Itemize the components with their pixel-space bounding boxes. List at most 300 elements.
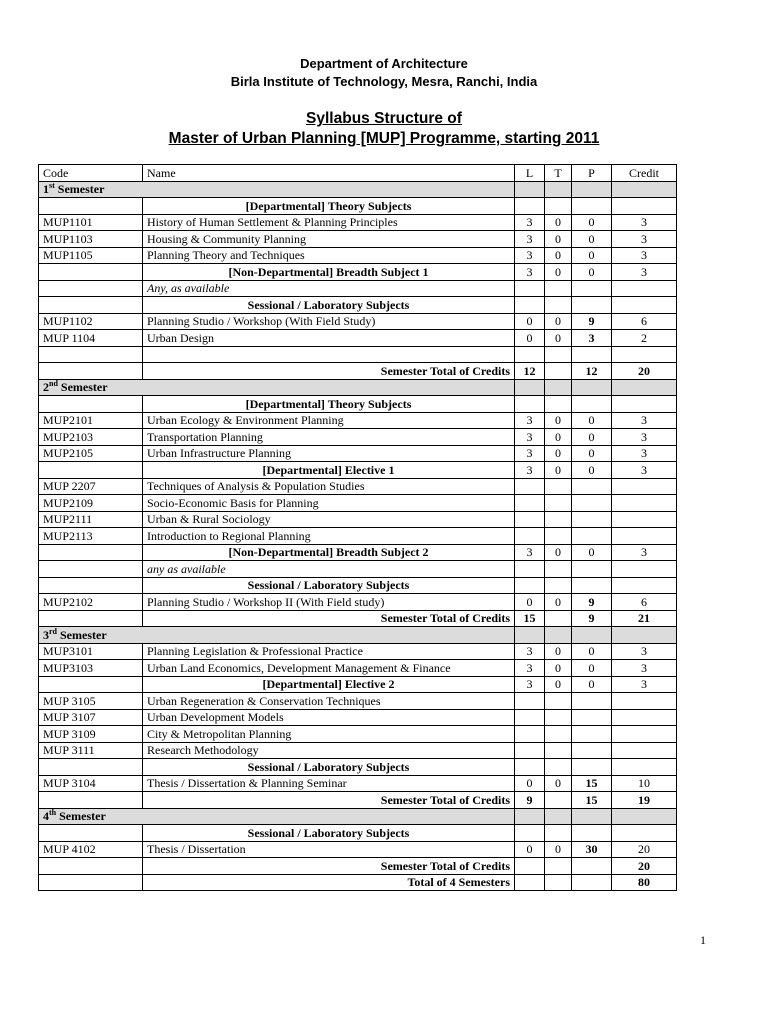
course-name: Introduction to Regional Planning <box>143 528 515 545</box>
course-code: MUP2105 <box>39 445 143 462</box>
cell-t <box>545 693 572 710</box>
cell-l: 15 <box>515 610 545 627</box>
cell-t <box>545 528 572 545</box>
cell-t: 0 <box>545 313 572 330</box>
subject-group-heading: [Departmental] Theory Subjects <box>143 396 515 413</box>
empty-cell <box>572 346 612 363</box>
semester-total-label: Semester Total of Credits <box>143 610 515 627</box>
cell-t: 0 <box>545 462 572 479</box>
cell-t <box>545 825 572 842</box>
semester-caption <box>39 181 515 198</box>
course-row <box>39 528 677 545</box>
cell-l <box>515 726 545 743</box>
cell-credit <box>612 561 677 578</box>
cell-credit: 10 <box>612 775 677 792</box>
cell-p: 0 <box>572 264 612 281</box>
course-row <box>39 478 677 495</box>
cell-l: 0 <box>515 330 545 347</box>
cell-credit <box>612 495 677 512</box>
cell-l <box>515 709 545 726</box>
course-name: Housing & Community Planning <box>143 231 515 248</box>
cell-l: 3 <box>515 462 545 479</box>
cell-credit: 3 <box>612 429 677 446</box>
cell-t <box>545 874 572 891</box>
course-code: MUP2101 <box>39 412 143 429</box>
course-row <box>39 495 677 512</box>
semester-number: 1 <box>43 182 49 197</box>
cell-t: 0 <box>545 412 572 429</box>
column-header-credit: Credit <box>612 165 677 182</box>
course-name: City & Metropolitan Planning <box>143 726 515 743</box>
semester-ordinal-suffix: rd <box>49 626 57 636</box>
cell-credit <box>612 577 677 594</box>
cell-t: 0 <box>545 247 572 264</box>
column-header-code: Code <box>39 165 143 182</box>
course-row <box>39 330 677 347</box>
cell-credit: 3 <box>612 643 677 660</box>
cell-l <box>515 742 545 759</box>
semester-header-cell <box>515 627 545 644</box>
semester-header-row <box>39 808 677 825</box>
cell-p <box>572 577 612 594</box>
cell-credit <box>612 511 677 528</box>
cell-p: 0 <box>572 643 612 660</box>
semester-ordinal-suffix: st <box>49 181 55 191</box>
cell-p: 0 <box>572 660 612 677</box>
semester-total-row <box>39 792 677 809</box>
semester-ordinal-suffix: nd <box>49 379 58 389</box>
course-name: Planning Studio / Workshop II (With Field study) <box>143 594 515 611</box>
course-name: Socio-Economic Basis for Planning <box>143 495 515 512</box>
cell-p: 0 <box>572 462 612 479</box>
empty-code-cell <box>39 561 143 578</box>
semester-header-cell <box>572 627 612 644</box>
subject-group-heading-row <box>39 577 677 594</box>
cell-t <box>545 792 572 809</box>
cell-credit <box>612 759 677 776</box>
cell-l <box>515 577 545 594</box>
semester-caption <box>39 379 515 396</box>
cell-t: 0 <box>545 330 572 347</box>
semester-word: Semester <box>60 380 108 395</box>
course-row <box>39 313 677 330</box>
course-row <box>39 660 677 677</box>
cell-p <box>572 858 612 875</box>
cell-t <box>545 577 572 594</box>
cell-credit: 3 <box>612 544 677 561</box>
subject-group-heading: [Non-Departmental] Breadth Subject 1 <box>143 264 515 281</box>
course-code: MUP 3107 <box>39 709 143 726</box>
empty-code-cell <box>39 363 143 380</box>
course-name: Research Methodology <box>143 742 515 759</box>
course-code: MUP 3104 <box>39 775 143 792</box>
cell-p: 0 <box>572 214 612 231</box>
cell-credit: 3 <box>612 462 677 479</box>
course-code: MUP1103 <box>39 231 143 248</box>
cell-t <box>545 709 572 726</box>
cell-p: 9 <box>572 313 612 330</box>
cell-credit: 3 <box>612 445 677 462</box>
cell-p: 30 <box>572 841 612 858</box>
cell-l <box>515 297 545 314</box>
cell-l <box>515 478 545 495</box>
table-header-row <box>39 165 677 182</box>
cell-t: 0 <box>545 445 572 462</box>
cell-p <box>572 561 612 578</box>
cell-credit: 3 <box>612 264 677 281</box>
cell-l: 3 <box>515 429 545 446</box>
cell-t <box>545 198 572 215</box>
cell-credit <box>612 709 677 726</box>
cell-t: 0 <box>545 594 572 611</box>
semester-header-row <box>39 379 677 396</box>
subject-group-heading: Sessional / Laboratory Subjects <box>143 577 515 594</box>
subject-group-heading: Sessional / Laboratory Subjects <box>143 825 515 842</box>
course-row <box>39 643 677 660</box>
course-row <box>39 693 677 710</box>
semester-header-cell <box>515 379 545 396</box>
course-code: MUP3101 <box>39 643 143 660</box>
empty-code-cell <box>39 297 143 314</box>
course-row <box>39 247 677 264</box>
semester-word: Semester <box>60 627 107 642</box>
cell-l <box>515 198 545 215</box>
cell-t: 0 <box>545 660 572 677</box>
course-code: MUP2103 <box>39 429 143 446</box>
cell-l: 3 <box>515 544 545 561</box>
course-code: MUP3103 <box>39 660 143 677</box>
cell-l: 0 <box>515 841 545 858</box>
cell-t <box>545 280 572 297</box>
subject-group-heading: [Departmental] Elective 2 <box>143 676 515 693</box>
cell-p <box>572 825 612 842</box>
cell-p: 9 <box>572 594 612 611</box>
cell-t: 0 <box>545 544 572 561</box>
course-code: MUP2109 <box>39 495 143 512</box>
cell-credit <box>612 198 677 215</box>
empty-code-cell <box>39 462 143 479</box>
cell-credit: 20 <box>612 363 677 380</box>
course-code: MUP2102 <box>39 594 143 611</box>
cell-credit <box>612 297 677 314</box>
cell-t <box>545 742 572 759</box>
semester-ordinal-suffix: th <box>49 808 57 818</box>
semester-header-cell <box>545 379 572 396</box>
semester-total-label: Semester Total of Credits <box>143 858 515 875</box>
semester-header-cell <box>545 181 572 198</box>
cell-credit: 6 <box>612 313 677 330</box>
empty-cell <box>515 346 545 363</box>
semester-header-cell <box>545 808 572 825</box>
subject-group-heading-row <box>39 676 677 693</box>
cell-t: 0 <box>545 643 572 660</box>
cell-t: 0 <box>545 231 572 248</box>
column-header-t: T <box>545 165 572 182</box>
cell-credit: 3 <box>612 660 677 677</box>
cell-p: 0 <box>572 429 612 446</box>
course-row <box>39 214 677 231</box>
cell-p <box>572 297 612 314</box>
cell-t <box>545 858 572 875</box>
course-code: MUP1101 <box>39 214 143 231</box>
syllabus-table <box>38 164 677 891</box>
subject-group-heading-row <box>39 297 677 314</box>
course-row <box>39 231 677 248</box>
subject-group-heading: [Non-Departmental] Breadth Subject 2 <box>143 544 515 561</box>
course-row <box>39 841 677 858</box>
cell-p <box>572 198 612 215</box>
semester-header-cell <box>572 808 612 825</box>
course-row <box>39 709 677 726</box>
semester-total-row <box>39 610 677 627</box>
cell-t: 0 <box>545 429 572 446</box>
elective-note: any as available <box>143 561 515 578</box>
cell-l <box>515 759 545 776</box>
cell-p: 0 <box>572 412 612 429</box>
course-row <box>39 412 677 429</box>
cell-t <box>545 726 572 743</box>
cell-credit: 80 <box>612 874 677 891</box>
cell-l: 3 <box>515 643 545 660</box>
semester-total-label: Semester Total of Credits <box>143 792 515 809</box>
cell-l: 3 <box>515 412 545 429</box>
course-name: Planning Legislation & Professional Practice <box>143 643 515 660</box>
cell-l <box>515 858 545 875</box>
cell-l: 0 <box>515 594 545 611</box>
cell-credit <box>612 726 677 743</box>
cell-l: 0 <box>515 313 545 330</box>
empty-code-cell <box>39 874 143 891</box>
cell-p <box>572 726 612 743</box>
course-row <box>39 742 677 759</box>
cell-p <box>572 528 612 545</box>
cell-l: 3 <box>515 445 545 462</box>
cell-p <box>572 742 612 759</box>
course-name: Transportation Planning <box>143 429 515 446</box>
cell-t <box>545 759 572 776</box>
document-title-line-2: Master of Urban Planning [MUP] Programme, starting 2011 <box>168 130 600 147</box>
empty-cell <box>612 346 677 363</box>
subject-group-heading-row <box>39 544 677 561</box>
elective-note-row <box>39 280 677 297</box>
cell-l: 0 <box>515 775 545 792</box>
cell-t <box>545 561 572 578</box>
semester-header-cell <box>612 808 677 825</box>
subject-group-heading: [Departmental] Elective 1 <box>143 462 515 479</box>
cell-l: 3 <box>515 214 545 231</box>
cell-l <box>515 874 545 891</box>
cell-t <box>545 396 572 413</box>
course-name: Urban Land Economics, Development Management & Finance <box>143 660 515 677</box>
course-name: Urban Development Models <box>143 709 515 726</box>
subject-group-heading-row <box>39 264 677 281</box>
course-code: MUP 3105 <box>39 693 143 710</box>
cell-credit <box>612 478 677 495</box>
empty-code-cell <box>39 264 143 281</box>
cell-t: 0 <box>545 841 572 858</box>
grand-total-label: Total of 4 Semesters <box>143 874 515 891</box>
course-name: Techniques of Analysis & Population Studies <box>143 478 515 495</box>
cell-t: 0 <box>545 676 572 693</box>
course-row <box>39 445 677 462</box>
cell-l <box>515 528 545 545</box>
cell-credit: 6 <box>612 594 677 611</box>
cell-credit: 19 <box>612 792 677 809</box>
cell-t <box>545 511 572 528</box>
cell-t <box>545 363 572 380</box>
elective-note-row <box>39 561 677 578</box>
cell-credit <box>612 280 677 297</box>
cell-p <box>572 396 612 413</box>
cell-t: 0 <box>545 264 572 281</box>
cell-p <box>572 874 612 891</box>
semester-header-cell <box>612 181 677 198</box>
cell-l: 3 <box>515 676 545 693</box>
semester-header-cell <box>515 808 545 825</box>
empty-code-cell <box>39 792 143 809</box>
course-code: MUP 2207 <box>39 478 143 495</box>
cell-credit <box>612 825 677 842</box>
cell-credit <box>612 528 677 545</box>
course-name: Thesis / Dissertation & Planning Seminar <box>143 775 515 792</box>
cell-l <box>515 561 545 578</box>
semester-word: Semester <box>59 809 106 824</box>
course-code: MUP1102 <box>39 313 143 330</box>
cell-p: 15 <box>572 775 612 792</box>
semester-total-label: Semester Total of Credits <box>143 363 515 380</box>
cell-l <box>515 511 545 528</box>
course-name: Urban & Rural Sociology <box>143 511 515 528</box>
semester-total-row <box>39 363 677 380</box>
semester-header-cell <box>612 627 677 644</box>
course-row <box>39 429 677 446</box>
course-name: History of Human Settlement & Planning Principles <box>143 214 515 231</box>
cell-credit <box>612 742 677 759</box>
cell-p <box>572 693 612 710</box>
cell-credit: 20 <box>612 841 677 858</box>
cell-credit: 3 <box>612 676 677 693</box>
column-header-l: L <box>515 165 545 182</box>
cell-p: 9 <box>572 610 612 627</box>
semester-number: 4 <box>43 809 49 824</box>
cell-l: 3 <box>515 264 545 281</box>
cell-l <box>515 693 545 710</box>
cell-credit: 3 <box>612 247 677 264</box>
empty-code-cell <box>39 198 143 215</box>
cell-p: 12 <box>572 363 612 380</box>
cell-p <box>572 709 612 726</box>
course-row <box>39 511 677 528</box>
cell-p: 3 <box>572 330 612 347</box>
cell-t <box>545 610 572 627</box>
cell-credit: 3 <box>612 231 677 248</box>
cell-p <box>572 759 612 776</box>
cell-l <box>515 396 545 413</box>
empty-code-cell <box>39 759 143 776</box>
empty-code-cell <box>39 825 143 842</box>
course-name: Urban Regeneration & Conservation Techniques <box>143 693 515 710</box>
cell-credit: 20 <box>612 858 677 875</box>
empty-code-cell <box>39 676 143 693</box>
subject-group-heading: Sessional / Laboratory Subjects <box>143 297 515 314</box>
department-heading: Department of Architecture <box>300 56 468 71</box>
semester-number: 2 <box>43 380 49 395</box>
cell-l: 3 <box>515 247 545 264</box>
empty-code-cell <box>39 544 143 561</box>
course-code: MUP1105 <box>39 247 143 264</box>
empty-code-cell <box>39 280 143 297</box>
course-code: MUP 3109 <box>39 726 143 743</box>
semester-caption <box>39 808 515 825</box>
cell-l: 12 <box>515 363 545 380</box>
semester-header-cell <box>515 181 545 198</box>
elective-note: Any, as available <box>143 280 515 297</box>
subject-group-heading-row <box>39 825 677 842</box>
subject-group-heading-row <box>39 198 677 215</box>
semester-header-cell <box>572 379 612 396</box>
cell-l: 9 <box>515 792 545 809</box>
semester-header-cell <box>612 379 677 396</box>
course-row <box>39 594 677 611</box>
course-code: MUP2111 <box>39 511 143 528</box>
empty-code-cell <box>39 396 143 413</box>
course-code: MUP 1104 <box>39 330 143 347</box>
cell-t <box>545 495 572 512</box>
cell-p <box>572 511 612 528</box>
semester-total-row <box>39 858 677 875</box>
semester-header-row <box>39 181 677 198</box>
course-name: Urban Ecology & Environment Planning <box>143 412 515 429</box>
course-row <box>39 775 677 792</box>
cell-p <box>572 495 612 512</box>
course-name: Planning Studio / Workshop (With Field Study) <box>143 313 515 330</box>
cell-t <box>545 478 572 495</box>
semester-word: Semester <box>57 182 105 197</box>
cell-credit: 3 <box>612 412 677 429</box>
course-name: Urban Infrastructure Planning <box>143 445 515 462</box>
course-name: Urban Design <box>143 330 515 347</box>
cell-l: 3 <box>515 231 545 248</box>
grand-total-row <box>39 874 677 891</box>
cell-credit <box>612 396 677 413</box>
cell-credit: 3 <box>612 214 677 231</box>
cell-l <box>515 825 545 842</box>
cell-p <box>572 280 612 297</box>
course-code: MUP 4102 <box>39 841 143 858</box>
empty-code-cell <box>39 858 143 875</box>
column-header-p: P <box>572 165 612 182</box>
cell-p: 15 <box>572 792 612 809</box>
empty-cell <box>143 346 515 363</box>
cell-l <box>515 280 545 297</box>
empty-code-cell <box>39 577 143 594</box>
subject-group-heading-row <box>39 462 677 479</box>
cell-p: 0 <box>572 544 612 561</box>
course-name: Planning Theory and Techniques <box>143 247 515 264</box>
cell-credit: 21 <box>612 610 677 627</box>
subject-group-heading-row <box>39 396 677 413</box>
course-code: MUP2113 <box>39 528 143 545</box>
semester-header-row <box>39 627 677 644</box>
semester-caption <box>39 627 515 644</box>
semester-header-cell <box>545 627 572 644</box>
course-row <box>39 726 677 743</box>
cell-l <box>515 495 545 512</box>
empty-cell <box>545 346 572 363</box>
cell-t: 0 <box>545 775 572 792</box>
semester-number: 3 <box>43 627 49 642</box>
empty-code-cell <box>39 610 143 627</box>
